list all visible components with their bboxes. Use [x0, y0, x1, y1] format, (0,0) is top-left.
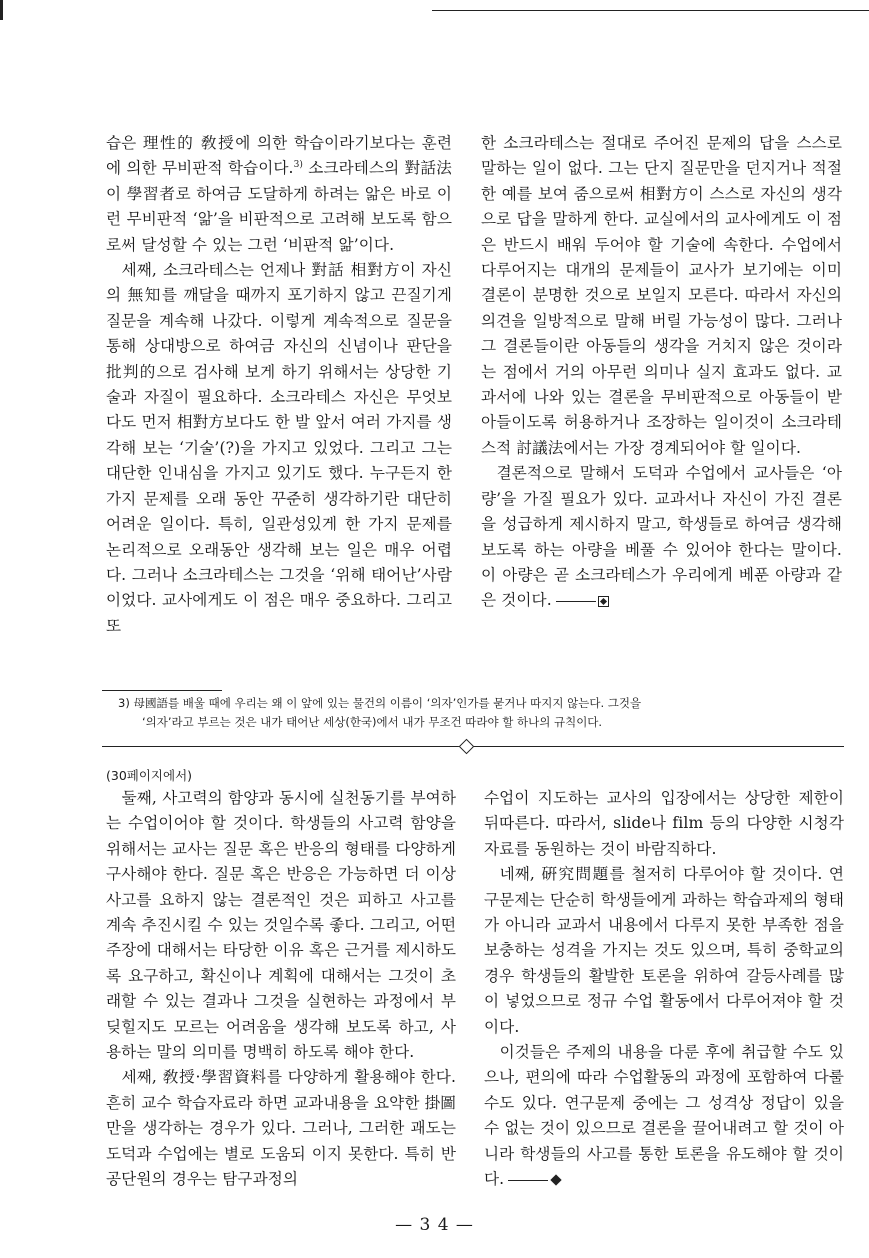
paragraph: 세째, 敎授·學習資料를 다양하게 활용해야 한다. 흔히 교수 학습자료라 하면 교과내용을 요약한 掛圖만을 생각하는 경우가 있다. 그러나, 그러한 괘도는 도덕과 수업에는 별로 도움되 이지 못한다. 특히 반공단원의 경우는 탐구과정의: [106, 1068, 456, 1189]
footnote-ref: 3): [293, 160, 304, 171]
section2-right-column: [484, 786, 844, 1193]
footnote: [118, 694, 848, 732]
end-line-rule: [556, 601, 596, 602]
paragraph-text: 결론적으로 말해서 도덕과 수업에서 교사들은 ‘아량’을 가질 필요가 있다. 교과서나 자신이 가진 결론을 성급하게 제시하지 말고, 학생들로 하여금 생각해 보도록 하는 아량을 베풀 수 있어야 한다는 말이다. 이 아량은 곧 소크라테스가 우리에게 베푼 아량과 같은 것이다.: [481, 464, 842, 610]
paragraph: [481, 461, 842, 613]
footnote-line: ‘의자’라고 부르는 것은 내가 태어난 세상(한국)에서 내가 무조건 따라야 할 하나의 규칙이다.: [142, 715, 603, 729]
paragraph: 수업이 지도하는 교사의 입장에서는 상당한 제한이 뒤따른다. 따라서, slide나 film 등의 다양한 시청각 자료를 동원하는 것이 바람직하다.: [484, 789, 844, 858]
paragraph-text: 이것들은 주제의 내용을 다룬 후에 취급할 수도 있으나, 편의에 따라 수업활동의 과정에 포함하여 다룰 수도 있다. 연구문제 중에는 그 성격상 정답이 있을 수 없는 것이 있으므로 결론을 끌어내려고 할 것이 아니라 학생들의 사고를 통한 토론을 유도해야 할 것이다.: [484, 1043, 844, 1189]
end-diamond-icon: [551, 1174, 562, 1185]
paragraph: [106, 131, 452, 258]
end-line-rule: [508, 1180, 548, 1181]
paragraph-text: 소크라테스의 對話法이 學習者로 하여금 도달하게 하려는 앎은 바로 이런 무비판적 ‘앎’을 비판적으로 고려해 보도록 함으로써 달성할 수 있는 그런 ‘비판적 앎’이다.: [106, 159, 452, 254]
page-number: — 3 4 —: [395, 1215, 474, 1235]
section-divider-left: [102, 746, 459, 747]
header-rule: [432, 10, 869, 11]
section2-left-column: [106, 786, 456, 1193]
section1-right-column: [481, 131, 842, 614]
paragraph: [484, 1040, 844, 1192]
continued-from-note: (30페이지에서): [106, 768, 193, 783]
footnote-line: 3) 母國語를 배울 때에 우리는 왜 이 앞에 있는 물건의 이름이 ‘의자’인가를 묻거나 따지지 않는다. 그것을: [118, 696, 642, 710]
section1-left-column: [106, 131, 452, 639]
end-mark-icon: [598, 596, 609, 607]
footnote-rule: [102, 690, 222, 691]
paragraph: 둘째, 사고력의 함양과 동시에 실천동기를 부여하는 수업이어야 할 것이다. 학생들의 사고력 함양을 위해서는 교사는 질문 혹은 반응의 형태를 다양하게 구사해야 한다. 질문 혹은 반응은 가능하면 더 이상 사고를 요하지 않는 결론적인 것은 피하고 사고를 계속 추진시킬 수 있는 것일수록 좋다. 그리고, 어떤 주장에 대해서는 타당한 이유 혹은 근거를 제시하도록 요구하고, 확신이나 계획에 대해서는 그것이 초래할 수 있는 결과나 그것을 실현하는 과정에서 부딪힐지도 모르는 어려움을 생각해 보도록 하고, 사용하는 말의 의미를 명백히 하도록 해야 한다.: [106, 789, 456, 1062]
paragraph: 한 소크라테스는 절대로 주어진 문제의 답을 스스로 말하는 일이 없다. 그는 단지 질문만을 던지거나 적절한 예를 보여 줌으로써 相對方이 스스로 자신의 생각으로 답을 말하게 한다. 교실에서의 교사에게도 이 점은 반드시 배워 두어야 할 기술에 속한다. 수업에서 다루어지는 대개의 문제들이 교사가 보기에는 이미 결론이 분명한 것으로 보일지 모른다. 따라서 자신의 의견을 일방적으로 말해 버릴 가능성이 많다. 그러나 그 결론들이란 아동들의 생각을 거치지 않은 것이라는 점에서 거의 아무런 의미나 실지 효과도 없다. 교과서에 나와 있는 결론을 무비판적으로 아동들이 받아들이도록 허용하거나 조장하는 일이것이 소크라테스적 討議法에서는 가장 경계되어야 할 일이다.: [481, 134, 842, 457]
section-divider-right: [474, 746, 844, 747]
paragraph-text: 습은 理性的 敎授에 의한 학습이라기보다는 훈련에 의한 무비판적 학습이다.: [106, 134, 452, 178]
paragraph: 네째, 硏究問題를 철저히 다루어야 할 것이다. 연구문제는 단순히 학생들에게 과하는 학습과제의 형태가 아니라 교과서 내용에서 다루지 못한 부족한 점을 보충하는 성격을 가지는 것도 있으며, 특히 중학교의 경우 학생들의 활발한 토론을 위하여 갈등사례를 많이 넣었으므로 정규 수업 활동에서 다루어져야 할 것이다.: [484, 865, 844, 1036]
paragraph: 세째, 소크라테스는 언제나 對話 相對方이 자신의 無知를 깨달을 때까지 포기하지 않고 끈질기게 질문을 계속해 나갔다. 이렇게 계속적으로 질문을 통해 상대방으로 하여금 자신의 신념이나 판단을 批判的으로 검사해 보게 하기 위해서는 상당한 기술과 자질이 필요하다. 소크라테스 자신은 무엇보다도 먼저 相對方보다도 한 발 앞서 여러 가지를 생각해 보는 ‘기술’(?)을 가지고 있었다. 그리고 그는 대단한 인내심을 가지고 있기도 했다. 누구든지 한 가지 문제를 오래 동안 꾸준히 생각하기란 대단히 어려운 일이다. 특히, 일관성있게 한 가지 문제를 논리적으로 오래동안 생각해 보는 일은 매우 어렵다. 그러나 소크라테스는 그것을 ‘위해 태어난’사람이었다. 교사에게도 이 점은 매우 중요하다. 그리고 또: [106, 261, 452, 635]
scan-edge-mark: [0, 0, 3, 20]
divider-diamond-icon: [459, 739, 475, 755]
